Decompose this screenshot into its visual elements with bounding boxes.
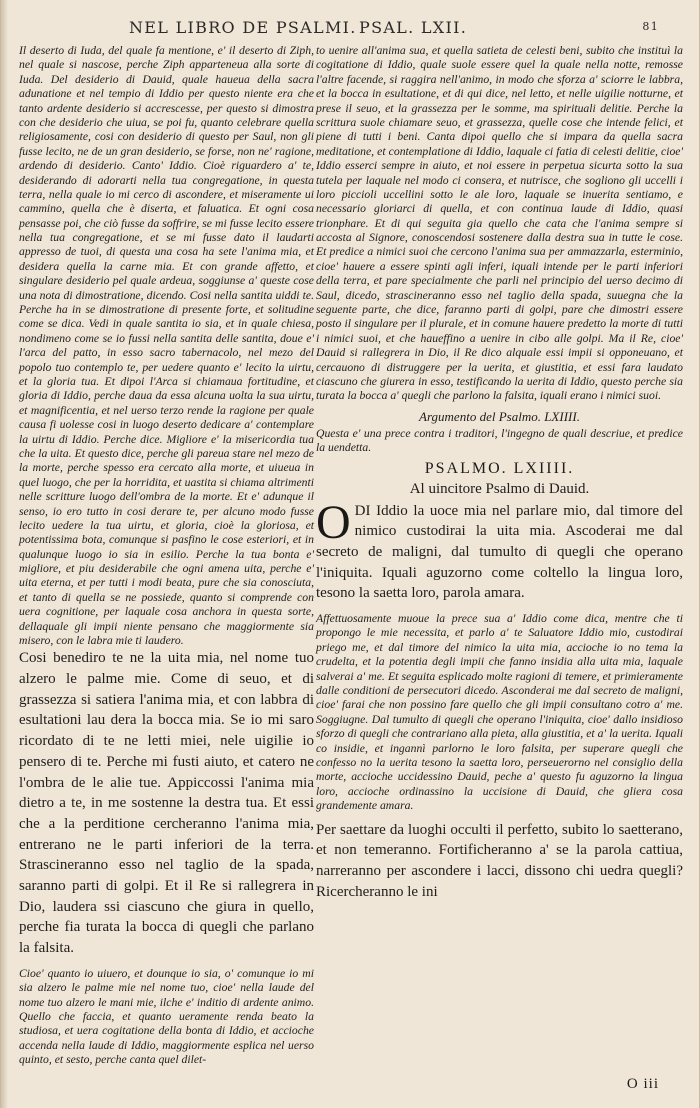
second-verse-text: Per saettare da luoghi occulti il perfetto, subito lo saetterano, et non temeranno. Fortificheranno a' se la parola cattiua, narreranno per ascondere i lacci, dissono chi uedra quegli? Ricercheranno le ini — [316, 821, 683, 900]
psalm-title: PSALMO. LXIIII. — [424, 459, 575, 477]
left-commentary: Il deserto di Iuda, del quale fa mentione, e' il deserto di Ziph, nel quale si nascose, perche Ziph apparteneua alla sorte di Iuda. Del desiderio di Dauid, quale haueua della sacra adunatione et nel tempio di Iddio per questo niente era che tanto ardente desiderio si accrescesse, per questo si dimostra con che desiderio che uiua, se poi fu, quanto celebrare quella religiosamente, cosi con desiderio di questo per Saul, non gli fusse lecito, ne de un gran desiderio, se forse, non ne' ragione, ardendo di desiderio. Canto' Iddio. Cioè riguardero a' te, desiderando di adorarti nella tua congregatione, in questa terra, nella quale io mi cerco di ascondere, et miseramente ui cammino, quella che è diserta, et faluatica. Et ogni cosa pensasse poi, che ciò fusse da soffrire, se mi fusse lecito essere nella tua congregatione, et se mi fusse dato il laudarti appresso de tuoi, di questa una cosa ha sete l'anima mia, et desidera quella la carne mia. Et con grande affetto, et singulare desiderio pel quale ardeua, soggiunse a' queste cose una nota di dimostratione, dicendo. Cosi nella santita uiddi te. Perche ha in se dimostratione di presente forte, et solitudine come se dica. Vedi in quale santita io sia, et in quale chiesa, nondimeno come se io fussi nella santita delle santita, doue e' l'arca del patto, in esso sacro tabernacolo, nel mezo del popolo tuo contemplo te, per uedere quanto e' lecito la uirtu, et la gloria tua. Et dipoi l'Arca si chiamaua fortitudine, et gloria di Iddio, perche daua da essa alcuna uolta la sua uirtu, et magnificentia, et nel uerso terzo rende la ragione per quale causa fi uolesse cosi in luogo deserto dedicare a' contemplare la uirtu di Iddio. Perche dice. Migliore e' la misericordia tua che la uita. Et questo dice, perche gli pareua stare nel mezo de la morte, perche spesso era cercato alla morte, et uiueua in quel luogo, che per la horridita, et uastita si chiama altrimenti nelle scritture luogo dell'ombra de la morte. Et e' adunque il senso, io ero tutto in cosi derare te, per alcuno modo fusse lecito uedere la tua uirtu, et gloria, cioè la gloriosa, et potentissima bota, comunque si pasfino le cose esteriori, et in qualunque luogo io sia in esilio. Perche la tua bonta e' migliore, et piu desiderabile che ogni amena uita, perche e' uita eterna, et per tutti i modi beata, pure che sia conosciuta, et tanto di quella se ne possiede, quanto si comprende con uera cognitione, per laquale cosa anchora in questa sorte, dellaquale gli impii niente pensano che maggiormente sia misero, con le labra mie ti laudero. — [19, 44, 314, 648]
running-title: NEL LIBRO DE PSALMI. — [129, 18, 357, 37]
first-verse-text: DI Iddio la uoce mia nel parlare mio, dal timore del nimico custodirai la uita mia. Ascoderai me dal secreto de maligni, dal tumulto di quegli che operano l'iniquita. Iquali aguzorno come coltello la lingua loro, tesono la saetta loro, parola amara. — [316, 502, 683, 602]
psalm-heading: PSAL. LXII. — [359, 18, 468, 37]
right-commentary-middle: Affettuosamente muoue la prece sua a' Iddio come dica, mentre che ti propongo le mie necessita, et parlo a' te Saluatore Iddio mio, custodirai priego me, et dal timore del nimico la uita mia, accioche io no tema la crudelta, et la potentia degli impii che fanno insidia alla uita mia, laquale salverai a' me. Et seguita esplicado molte ragioni di temere, et primieramente dalle conditioni de persecutori dicedo. Asconderai me dal secreto de maligni, cioe' farai che non possino fare quello che gli impii consultano cotro a' me. Soggiugne. Dal tumulto di quegli che operano l'iniquita, cioe' dallo insidioso sforzo di quegli che contrariano alla pieta, alla giustitia, et a' la uerita. Iquali co insidie, et ingannì parlorno le loro falsita, per superare quegli che confesso no la uerita tesono la saetta loro, perseuerorno nel consiglio della morte, accioche uccidessino Dauid, peche a' questo fu aguzorno la lingua loro, accioche ordinassino la uccisione di Dauid, che gliera cosa grandemente amara. — [316, 612, 683, 813]
first-verse-block — [316, 495, 683, 604]
right-commentary-top: to uenire all'anima sua, et quella satieta de celesti beni, subito che instituì la cogitatione di Iddio, quale suole essere quel la quale nella notte, remosse l'altre facende, si raggira nell'animo, in modo che sforza a' sciorre le labbra, et la bocca in esultatione, et di qui dice, nel letto, et nelle uigilie notturne, et prese il seuo, et la grassezza per le somme, ma spirituali delitie. Perche la scrittura suole chiamare seuo, et grassezza, quelle cose che intende felici, et piene di tutti i beni. Canta dipoi quello che si impara da quella sacra meditatione, et contemplatione di Iddio, laquale ci fatia di celesti delitie, cioe' Iddio esserci sempre in aiuto, et noi essere in perpetua sicurta sotto la sua tutela per laquale nel modo ci consera, et nutrisce, che sogliono gli uccelli i loro piccioli uccellini sotto le ale loro, laquale se inuerita sentiamo, e necessario gloriarci di quella, et con continua laude di Iddio, quasi trionphare. Et di qui seguita gia quello che cata che l'anima sempre si accosta al Signore, conoscendosi sostenere dalla destra sua in tutte le cose. Et predice a nimici suoi che cercono l'anima sua per ammazzarla, esterminio, cioe' hauere a essere spinti agli inferi, iquali intende per le parti inferiori della terra, et pare specialmente che parli nel principio del uerso decimo di Saul, dicedo, strascineranno esso nel taglio della spada, suuegna che la seguente parte, che dice, faranno parti di golpi, pare che dimostri essere posto il singulare per il plurale, et in comune hauere predetto la morte di tutti i nimici suoi, et che haueffino a uenire in cibo alle golpi. Ma il Re, cioe' Dauid si rallegrera in Dio, il Re dico alquale essi impii si opponeuano, et cercauono di distruggere per la uerita, et giustitia, et essi fara laudato ciascuno che giurera in esso, testificando la uerita di Iddio, questo perche sia turata la bocca a' quegli che parlono la falsita, iquali erano i nimici suoi. — [316, 44, 683, 403]
drop-cap-letter: O — [316, 495, 351, 549]
running-header — [129, 18, 659, 38]
argument-text: Questa e' una prece contra i traditori, l'ingegno de quali descriue, et predice la uendetta. — [316, 426, 683, 455]
psalm-subtitle: Al uincitore Psalmo di Dauid. — [409, 481, 590, 498]
left-column — [19, 44, 314, 1067]
right-column — [316, 44, 683, 902]
left-gloss: Cioe' quanto io uiuero, et dounque io sia, o' comunque io mi sia alzero le palme mie nel nome tuo, cioe' nella laude del nome tuo alzero le mani mie, ilche e' inditio di ardente animo. Quello che faccia, et quanto ueramente renda beato la studiosa, et uera cogitatione della bonta di Iddio, et accioche accenda nella laude di Iddio, maggiormente esplica nel uerso quinto, et sesto, perche canta quel dilet- — [19, 966, 314, 1067]
signature-mark: O iii — [626, 1076, 659, 1092]
left-scripture-verses: Cosi benediro te ne la uita mia, nel nome tuo alzero le palme mie. Come di seuo, et di grassezza si satiera l'anima mia, et con labbra di esultationi lau dera la bocca mia. Se io mi saro ricordato di te ne letti miei, nele uigilie io pensero di te. Perche mi fusti aiuto, et catero ne l'ombra de le alie tue. Appiccossi l'anima mia dietro a te, in me sostenne la destra tua. Et essi che a la perditione cercheranno l'anima mia, entrerano ne le parti inferiori de la terra. Strascineranno esso nel taglio de la spada, saranno parti di golpi. Et il Re si rallegrera in Dio, laudera ssi ciascuno che giura in quello, perche fia turata la bocca di quegli che parlano la falsita. — [19, 650, 314, 957]
folio-number: 81 — [642, 20, 659, 33]
argument-heading: Argumento del Psalmo. LXIIII. — [419, 408, 580, 424]
page-gutter-shadow — [1, 0, 8, 1108]
